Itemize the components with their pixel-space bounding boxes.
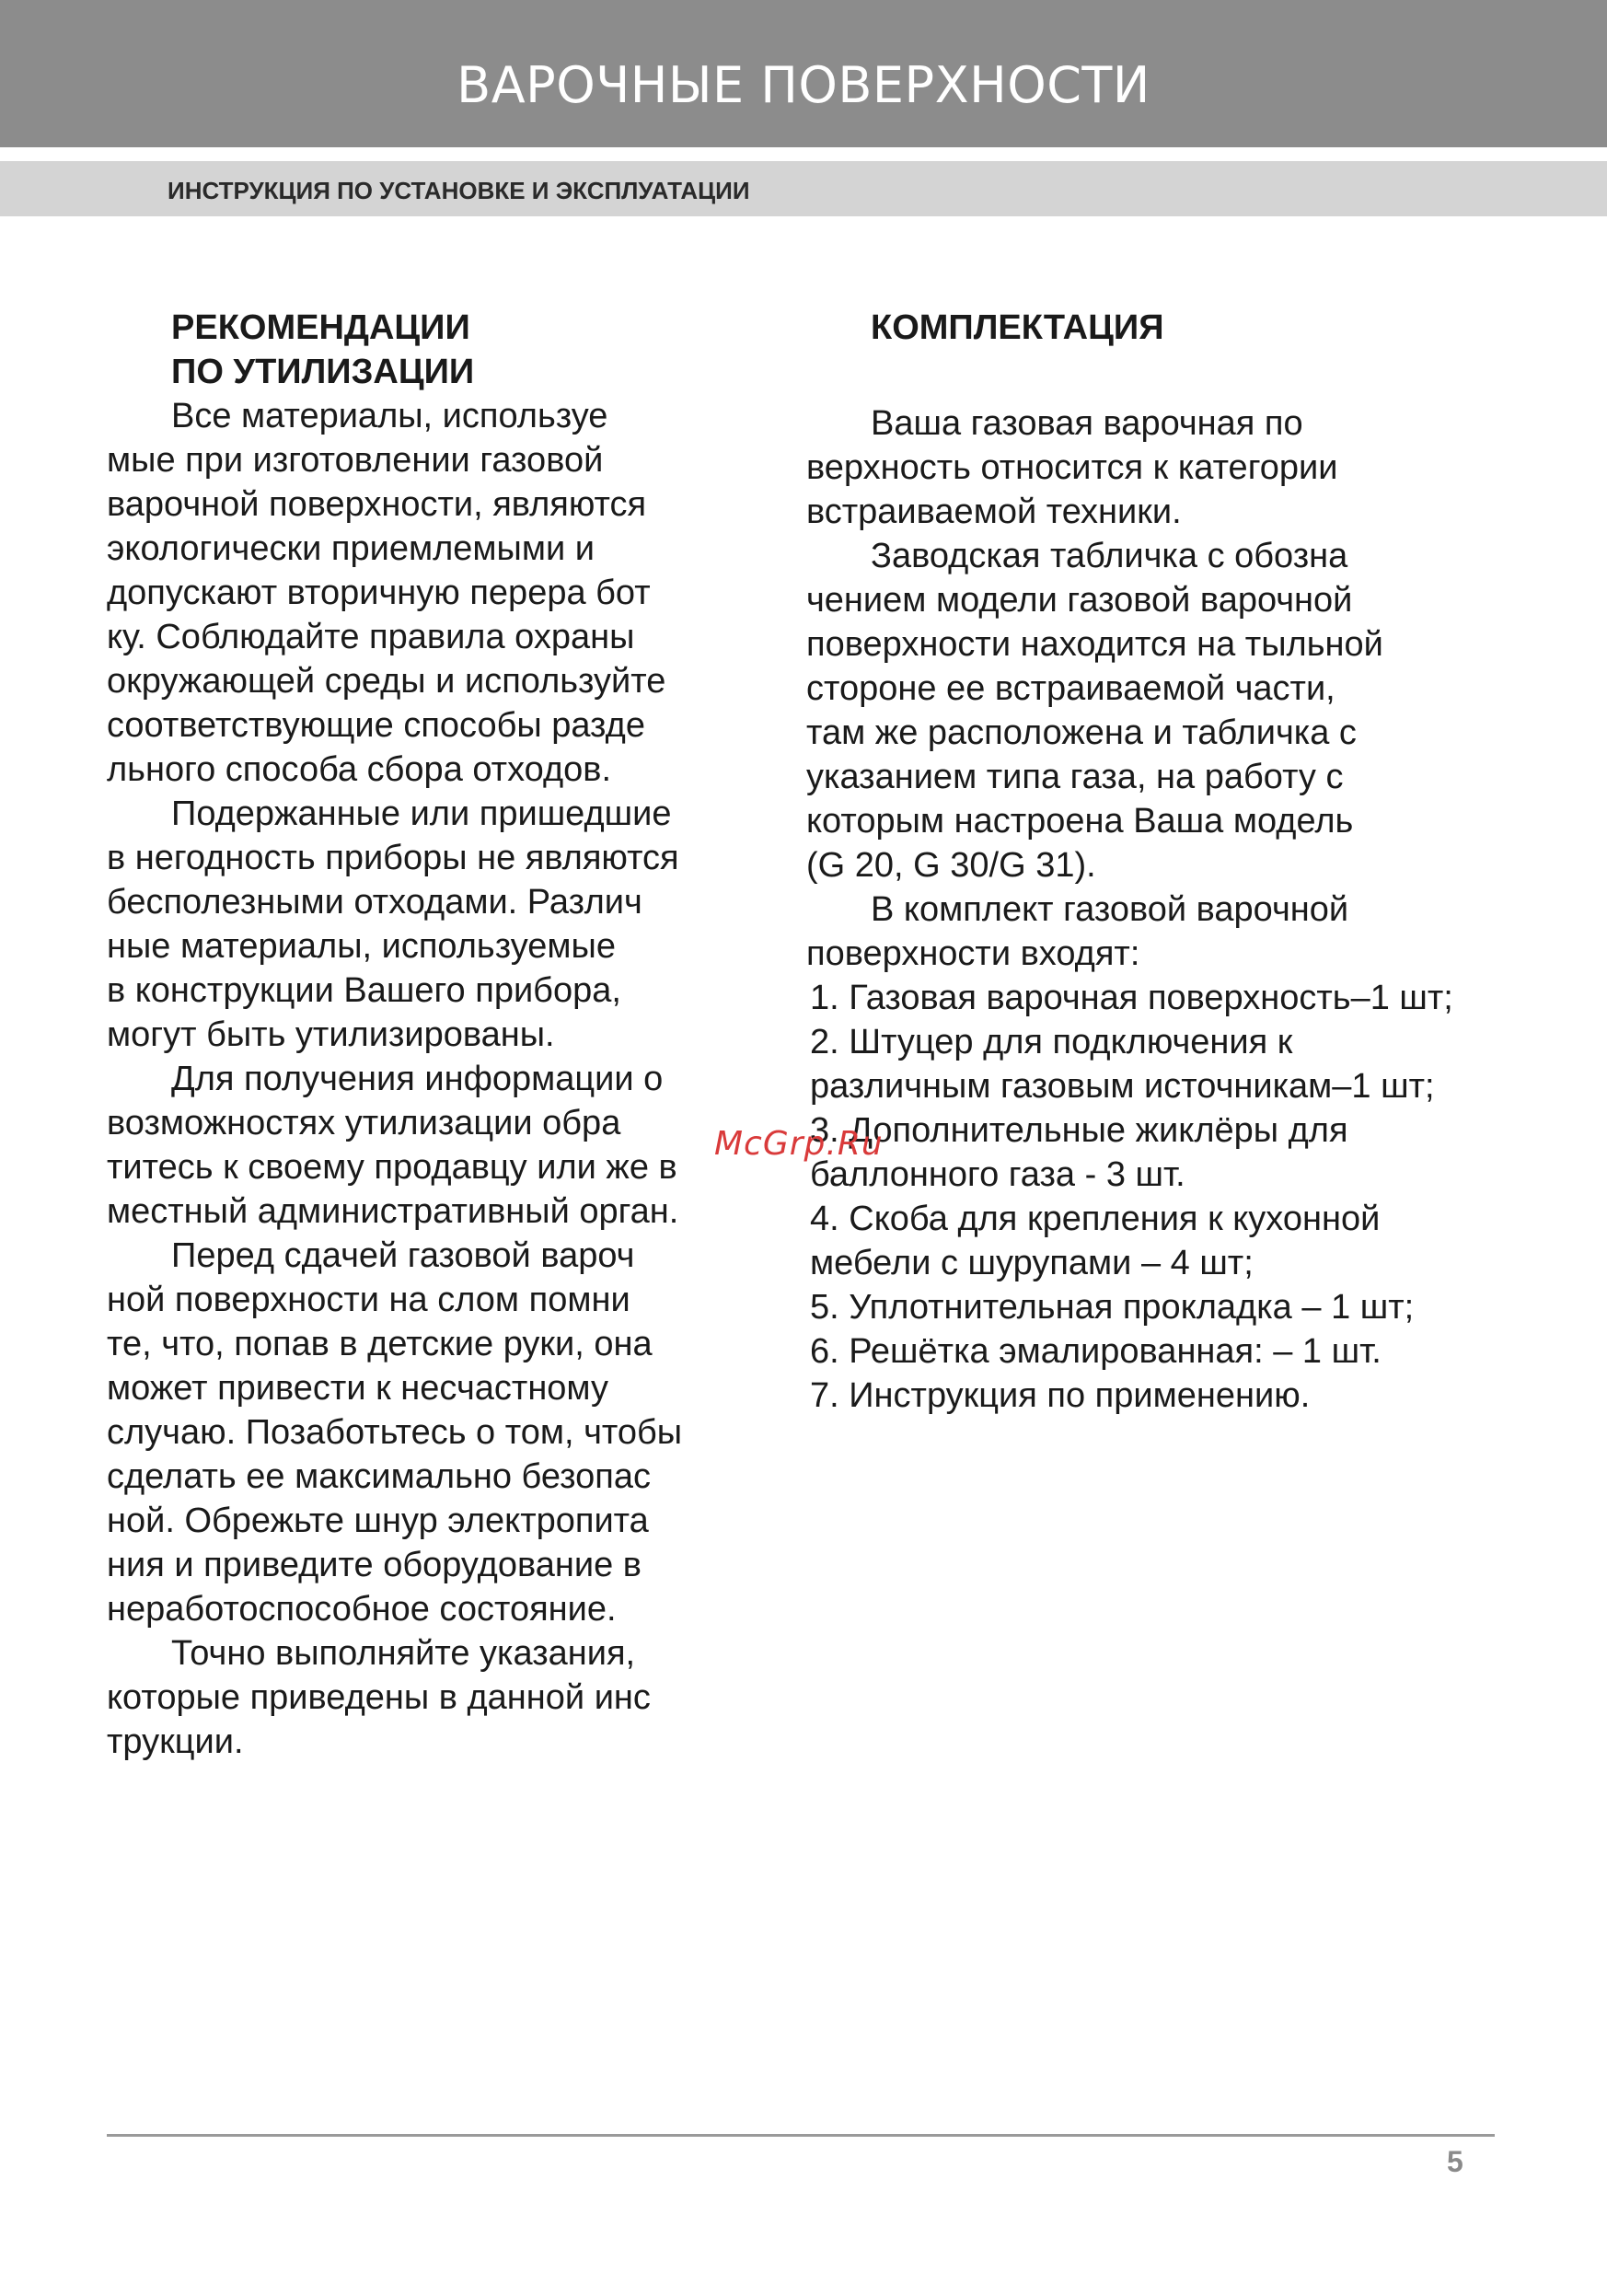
text-line: те, что, попав в детские руки, она xyxy=(107,1325,653,1363)
list-item: 7. Инструкция по применению. xyxy=(810,1376,1311,1415)
text-line: в негодность приборы не являются xyxy=(107,839,679,877)
text-line: ния и приведите оборудование в xyxy=(107,1546,642,1584)
subheader-band xyxy=(0,161,1607,216)
text-line: окружающей среды и используйте xyxy=(107,662,666,701)
text-line: встраиваемой техники. xyxy=(806,493,1182,531)
text-line: случаю. Позаботьтесь о том, чтобы xyxy=(107,1413,683,1452)
paragraph xyxy=(806,887,1506,976)
text-line: трукции. xyxy=(107,1722,244,1761)
text-line: Перед сдачей газовой вароч xyxy=(171,1236,635,1275)
text-line: поверхности находится на тыльной xyxy=(806,625,1383,664)
paragraph xyxy=(107,1234,733,1631)
recycling-text xyxy=(107,394,733,1764)
text-line: ные материалы, используемые xyxy=(107,927,616,966)
list-item: 2. Штуцер для подключения к xyxy=(810,1023,1293,1061)
text-line: Заводская табличка с обозна xyxy=(871,537,1348,575)
right-column xyxy=(806,306,1506,1418)
text-line: стороне ее встраиваемой части, xyxy=(806,669,1335,708)
text-line: ной. Обрежьте шнур электропита xyxy=(107,1502,649,1540)
text-line: Ваша газовая варочная по xyxy=(871,404,1303,443)
text-line: местный административный орган. xyxy=(107,1192,679,1231)
list-item: 3. Дополнительные жиклёры для xyxy=(810,1111,1348,1150)
list-item: мебели с шурупами – 4 шт; xyxy=(810,1244,1254,1282)
paragraph xyxy=(806,401,1506,534)
text-line: там же расположена и табличка с xyxy=(806,713,1357,752)
heading-line: РЕКОМЕНДАЦИИ xyxy=(171,308,470,347)
text-line: мые при изготовлении газовой xyxy=(107,441,604,480)
list-item: 4. Скоба для крепления к кухонной xyxy=(810,1200,1381,1238)
left-column xyxy=(107,306,733,1764)
page-number: 5 xyxy=(1447,2145,1463,2178)
header-band xyxy=(0,0,1607,147)
page-title: ВАРОЧНЫЕ ПОВЕРХНОСТИ xyxy=(457,55,1150,114)
section-heading-package: КОМПЛЕКТАЦИЯ xyxy=(871,308,1164,347)
text-line: бесполезными отходами. Различ xyxy=(107,883,642,922)
text-line: поверхности входят: xyxy=(806,934,1140,973)
text-line: Точно выполняйте указания, xyxy=(171,1634,636,1673)
list-item: 5. Уплотнительная прокладка – 1 шт; xyxy=(810,1288,1415,1327)
list-item: баллонного газа - 3 шт. xyxy=(810,1155,1185,1194)
text-line: варочной поверхности, являются xyxy=(107,485,647,524)
text-line: возможностях утилизации обра xyxy=(107,1104,621,1142)
text-line: экологически приемлемыми и xyxy=(107,529,595,568)
text-line: могут быть утилизированы. xyxy=(107,1015,555,1054)
text-line: чением модели газовой варочной xyxy=(806,581,1353,620)
paragraph xyxy=(806,534,1506,887)
list-item: 6. Решётка эмалированная: – 1 шт. xyxy=(810,1332,1382,1371)
text-line: может привести к несчастному xyxy=(107,1369,608,1408)
list-item: 1. Газовая варочная поверхность–1 шт; xyxy=(810,979,1453,1017)
package-list xyxy=(806,976,1506,1418)
text-line: верхность относится к категории xyxy=(806,448,1338,487)
text-line: Все материалы, используе xyxy=(171,397,608,435)
text-line: (G 20, G 30/G 31). xyxy=(806,846,1096,885)
watermark-text: McGrp.Ru xyxy=(714,1125,884,1163)
text-line: в конструкции Вашего прибора, xyxy=(107,971,621,1010)
text-line: которые приведены в данной инс xyxy=(107,1678,651,1717)
text-line: льного способа сбора отходов. xyxy=(107,750,612,789)
footer-divider xyxy=(107,2134,1495,2137)
spacer xyxy=(806,350,1506,401)
text-line: которым настроена Ваша модель xyxy=(806,802,1354,841)
text-line: ной поверхности на слом помни xyxy=(107,1281,630,1319)
text-line: сделать ее максимально безопас xyxy=(107,1457,652,1496)
heading-line: ПО УТИЛИЗАЦИИ xyxy=(171,353,475,391)
text-line: Для получения информации о xyxy=(171,1060,664,1098)
package-text xyxy=(806,401,1506,976)
text-line: неработоспособное состояние. xyxy=(107,1590,617,1629)
text-line: соответствующие способы разде xyxy=(107,706,645,745)
text-line: допускают вторичную перера бот xyxy=(107,574,651,612)
document-subtitle: ИНСТРУКЦИЯ ПО УСТАНОВКЕ И ЭКСПЛУАТАЦИИ xyxy=(168,177,750,204)
paragraph xyxy=(107,1057,733,1234)
text-line: Подержанные или пришедшие xyxy=(171,794,672,833)
text-line: ку. Соблюдайте правила охраны xyxy=(107,618,635,656)
list-item: различным газовым источникам–1 шт; xyxy=(810,1067,1435,1106)
paragraph xyxy=(107,792,733,1057)
paragraph xyxy=(107,1631,733,1764)
paragraph xyxy=(107,394,733,792)
text-line: В комплект газовой варочной xyxy=(871,890,1349,929)
text-line: титесь к своему продавцу или же в xyxy=(107,1148,677,1187)
text-line: указанием типа газа, на работу с xyxy=(806,758,1344,796)
section-heading-recycling xyxy=(107,306,733,394)
